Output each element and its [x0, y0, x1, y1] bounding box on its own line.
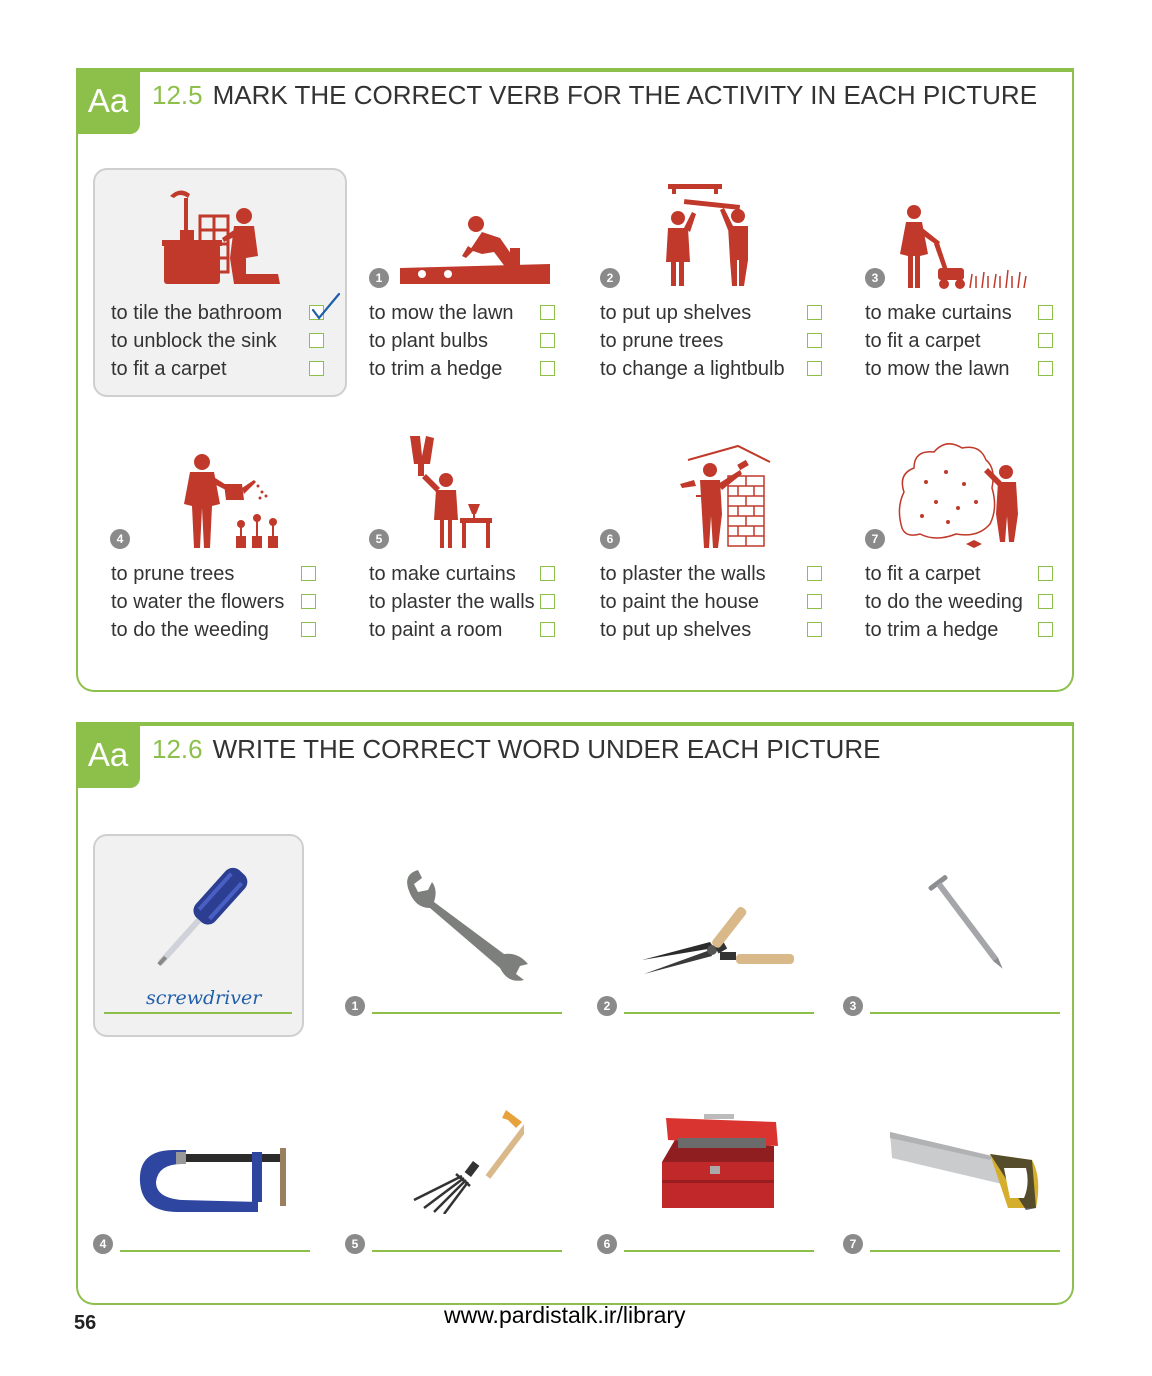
item-number-badge: 3: [843, 996, 863, 1016]
option-label: to fit a carpet: [865, 563, 981, 585]
option-label: to plant bulbs: [369, 330, 488, 352]
exercise-number: 12.5: [152, 80, 203, 110]
page-number: 56: [74, 1312, 97, 1334]
exercise-title: [152, 80, 1037, 111]
example-answer: screwdriver: [146, 987, 262, 1009]
option-checkbox[interactable]: [1038, 333, 1053, 348]
item-number-badge: 7: [843, 1234, 863, 1254]
mowing-lawn-icon: [898, 204, 1032, 290]
screwdriver-icon: [140, 862, 258, 978]
option-label: to change a lightbulb: [600, 358, 785, 380]
item-number-badge: 6: [597, 1234, 617, 1254]
option-label: to trim a hedge: [369, 358, 503, 380]
option-checkbox[interactable]: [309, 361, 324, 376]
exercise-instruction: MARK THE CORRECT VERB FOR THE ACTIVITY IN EACH PICTURE: [212, 80, 1038, 110]
checkmark-icon: [309, 292, 343, 322]
item-number-badge: 3: [865, 268, 885, 288]
option-checkbox[interactable]: [807, 361, 822, 376]
option-checkbox[interactable]: [807, 594, 822, 609]
planting-bulbs-icon: [400, 208, 552, 286]
answer-line-4[interactable]: [120, 1250, 310, 1252]
option-label: to do the weeding: [111, 619, 269, 641]
item-number-badge: 2: [597, 996, 617, 1016]
vocabulary-icon: Aa: [76, 722, 140, 788]
option-checkbox[interactable]: [540, 566, 555, 581]
item-number-badge: 7: [865, 529, 885, 549]
option-checkbox[interactable]: [807, 333, 822, 348]
watering-flowers-icon: [180, 452, 284, 552]
answer-line-7[interactable]: [870, 1250, 1060, 1252]
exercise-instruction: WRITE THE CORRECT WORD UNDER EACH PICTURE: [212, 734, 881, 764]
option-label: to fit a carpet: [111, 358, 227, 380]
answer-line-6[interactable]: [624, 1250, 814, 1252]
option-label: to make curtains: [865, 302, 1012, 324]
option-label: to water the flowers: [111, 591, 285, 613]
option-checkbox[interactable]: [540, 361, 555, 376]
option-label: to mow the lawn: [369, 302, 514, 324]
answer-line-3[interactable]: [870, 1012, 1060, 1014]
tiling-person-icon: [160, 186, 284, 286]
option-label: to mow the lawn: [865, 358, 1010, 380]
option-label: to paint the house: [600, 591, 760, 613]
option-label: to plaster the walls: [369, 591, 535, 613]
vocabulary-icon: Aa: [76, 68, 140, 134]
putting-up-shelf-icon: [662, 182, 754, 288]
option-checkbox[interactable]: [1038, 361, 1053, 376]
option-checkbox[interactable]: [309, 333, 324, 348]
option-label: to tile the bathroom: [111, 302, 283, 324]
option-checkbox[interactable]: [301, 566, 316, 581]
option-label: to fit a carpet: [865, 330, 981, 352]
option-checkbox[interactable]: [1038, 566, 1053, 581]
answer-line-1[interactable]: [372, 1012, 562, 1014]
item-number-badge: 6: [600, 529, 620, 549]
option-label: to plaster the walls: [600, 563, 766, 585]
option-label: to trim a hedge: [865, 619, 999, 641]
item-number-badge: 1: [345, 996, 365, 1016]
hedge-shears-icon: [640, 900, 796, 980]
plastering-wall-icon: [678, 440, 772, 550]
nail-icon: [924, 868, 1014, 980]
clamp-icon: [134, 1142, 296, 1218]
answer-line-2[interactable]: [624, 1012, 814, 1014]
option-checkbox[interactable]: [301, 622, 316, 637]
saw-icon: [886, 1128, 1042, 1218]
option-checkbox[interactable]: [540, 622, 555, 637]
option-checkbox[interactable]: [1038, 622, 1053, 637]
item-number-badge: 5: [369, 529, 389, 549]
option-checkbox[interactable]: [807, 622, 822, 637]
option-label: to unblock the sink: [111, 330, 277, 352]
item-number-badge: 4: [93, 1234, 113, 1254]
item-number-badge: 5: [345, 1234, 365, 1254]
option-checkbox[interactable]: [1038, 594, 1053, 609]
item-number-badge: 2: [600, 268, 620, 288]
spanner-icon: [400, 868, 532, 982]
exercise-number: 12.6: [152, 734, 203, 764]
option-checkbox[interactable]: [540, 594, 555, 609]
option-label: to prune trees: [111, 563, 235, 585]
fork-icon: [410, 1108, 524, 1214]
exercise-title: [152, 734, 880, 765]
painting-room-icon: [406, 434, 496, 552]
trimming-hedge-icon: [896, 438, 1026, 552]
option-checkbox[interactable]: [540, 305, 555, 320]
item-number-badge: 4: [110, 529, 130, 549]
item-number-badge: 1: [369, 268, 389, 288]
option-label: to do the weeding: [865, 591, 1023, 613]
option-label: to paint a room: [369, 619, 503, 641]
option-label: to put up shelves: [600, 302, 752, 324]
answer-line-5[interactable]: [372, 1250, 562, 1252]
option-label: to put up shelves: [600, 619, 752, 641]
toolbox-icon: [656, 1110, 782, 1212]
footer-url[interactable]: www.pardistalk.ir/library: [444, 1302, 686, 1328]
option-label: to make curtains: [369, 563, 516, 585]
option-checkbox[interactable]: [807, 305, 822, 320]
option-label: to prune trees: [600, 330, 724, 352]
example-answer-line: [104, 1012, 292, 1014]
option-checkbox[interactable]: [1038, 305, 1053, 320]
option-checkbox[interactable]: [301, 594, 316, 609]
option-checkbox[interactable]: [540, 333, 555, 348]
option-checkbox[interactable]: [807, 566, 822, 581]
